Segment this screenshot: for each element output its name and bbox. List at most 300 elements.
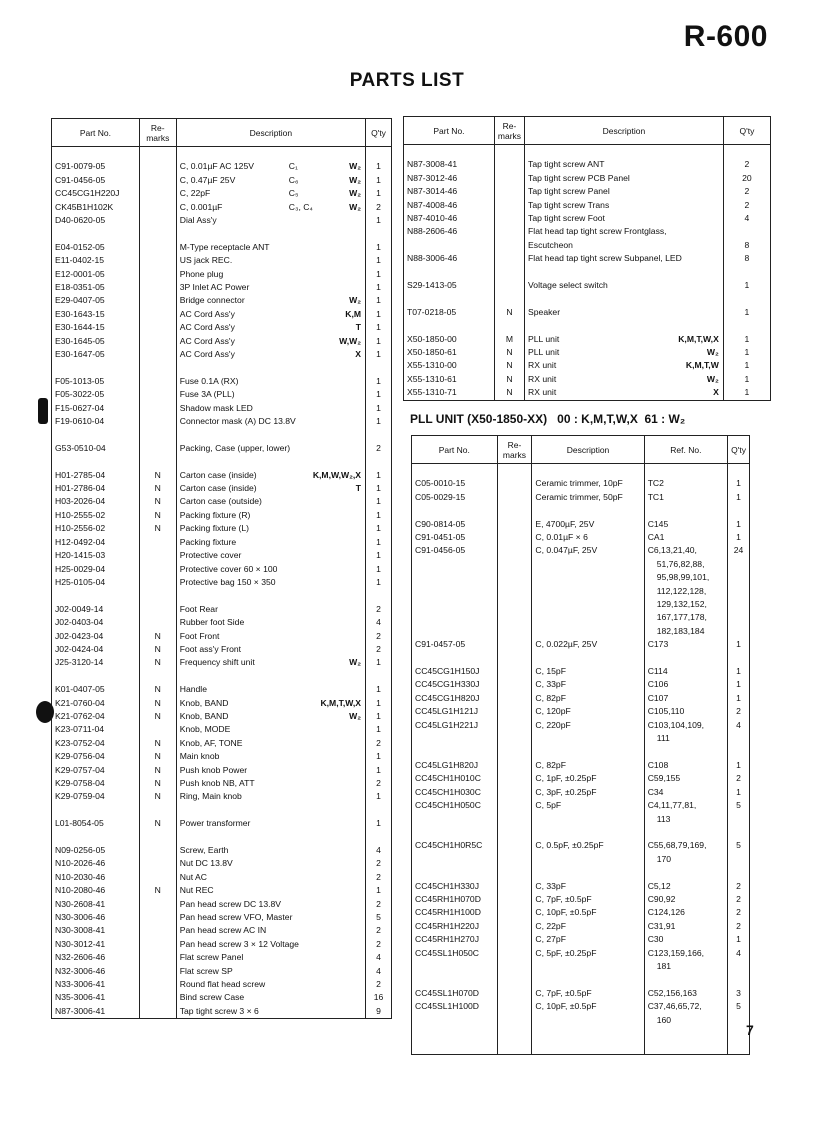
- part-number: [412, 585, 498, 598]
- description: C, 0.001µF: [179, 201, 223, 212]
- description: Tap tight screw Panel: [528, 186, 610, 197]
- part-number: J02-0424-04: [52, 643, 140, 656]
- remarks: [139, 951, 176, 964]
- description: C, 220pF: [532, 719, 644, 732]
- remarks: [497, 665, 532, 678]
- description-cell: [176, 241, 365, 254]
- table-row: [52, 911, 392, 924]
- remarks: [497, 933, 532, 946]
- description-cell: [176, 844, 365, 857]
- quantity: 1: [723, 373, 770, 386]
- spacer-cell: [176, 804, 365, 817]
- part-number: CC45RH1H100D: [412, 906, 498, 919]
- remarks: [139, 616, 176, 629]
- description-cell: [176, 522, 365, 535]
- description-cell: [525, 386, 724, 400]
- description: Fuse 3A (PLL): [179, 389, 235, 400]
- quantity: 9: [366, 1005, 392, 1019]
- description: Nut REC: [179, 885, 214, 896]
- description: Foot Front: [179, 630, 220, 641]
- description: [532, 732, 644, 745]
- destination: W₂: [349, 201, 362, 212]
- quantity: 1: [366, 750, 392, 763]
- remarks: [494, 172, 524, 185]
- remarks: [497, 719, 532, 732]
- description: Carton case (inside): [179, 469, 257, 480]
- spacer-cell: [52, 361, 140, 374]
- description: Main knob: [179, 751, 220, 762]
- remarks: N: [139, 509, 176, 522]
- description: Push knob NB, ATT: [179, 777, 255, 788]
- spacer-row: [404, 292, 771, 305]
- description: C, 10pF, ±0.5pF: [532, 906, 644, 919]
- remarks: [497, 799, 532, 812]
- description: Protective cover 60 × 100: [179, 563, 278, 574]
- part-number: G53-0510-04: [52, 442, 140, 455]
- remarks: N: [494, 386, 524, 400]
- spacer-cell: [497, 826, 532, 839]
- header-part-no: Part No.: [52, 119, 140, 147]
- description: [532, 598, 644, 611]
- reference-number: C105,110: [644, 705, 727, 718]
- quantity: 2: [728, 772, 750, 785]
- part-number: E18-0351-05: [52, 281, 140, 294]
- reference-number: 181: [644, 960, 727, 973]
- table-row: [52, 201, 392, 214]
- description: [532, 625, 644, 638]
- part-number: F19-0610-04: [52, 415, 140, 428]
- remarks: [497, 1000, 532, 1013]
- description: [532, 558, 644, 571]
- header-part-no: Part No.: [412, 436, 498, 464]
- part-number: K21-0760-04: [52, 697, 140, 710]
- description: Round flat head screw: [179, 979, 266, 990]
- component-code: C₁: [288, 161, 298, 172]
- description: Ring, Main knob: [179, 791, 242, 802]
- table-row: [412, 906, 750, 919]
- description-cell: [176, 201, 365, 214]
- destination: W₂: [706, 373, 719, 384]
- table-row: [404, 279, 771, 292]
- spacer-row: [52, 361, 392, 374]
- part-number: E11-0402-15: [52, 254, 140, 267]
- remarks: [497, 558, 532, 571]
- description: Flat head tap tight screw Subpanel, LED: [528, 253, 682, 264]
- remarks: [497, 611, 532, 624]
- part-number: CC45LG1H121J: [412, 705, 498, 718]
- quantity: 2: [723, 158, 770, 171]
- part-number: H25-0105-04: [52, 576, 140, 589]
- table-row: [52, 415, 392, 428]
- part-number: N30-3008-41: [52, 924, 140, 937]
- spacer-cell: [139, 804, 176, 817]
- reference-number: 51,76,82,88,: [644, 558, 727, 571]
- spacer-cell: [644, 504, 727, 517]
- table-row: [52, 991, 392, 1004]
- description-cell: [525, 239, 724, 252]
- quantity: 1: [366, 790, 392, 803]
- spacer-cell: [412, 973, 498, 986]
- table-row: [52, 335, 392, 348]
- destination: W₂: [706, 347, 719, 358]
- part-number: [412, 571, 498, 584]
- part-number: [412, 960, 498, 973]
- quantity: 2: [366, 630, 392, 643]
- description-cell: [176, 268, 365, 281]
- part-number: C91-0456-05: [412, 544, 498, 557]
- description: Knob, BAND: [179, 697, 229, 708]
- quantity: 1: [728, 933, 750, 946]
- spacer-row: [412, 1027, 750, 1040]
- reference-number: C6,13,21,40,: [644, 544, 727, 557]
- table-row: [52, 951, 392, 964]
- reference-number: C103,104,109,: [644, 719, 727, 732]
- spacer-cell: [494, 266, 524, 279]
- quantity: 1: [366, 710, 392, 723]
- description: C, 82pF: [532, 692, 644, 705]
- description: AC Cord Ass'y: [179, 335, 235, 346]
- spacer-cell: [494, 292, 524, 305]
- spacer-cell: [52, 147, 140, 161]
- header-qty: Q'ty: [728, 436, 750, 464]
- table-row: [412, 491, 750, 504]
- remarks: N: [139, 764, 176, 777]
- remarks: [139, 924, 176, 937]
- spacer-cell: [412, 504, 498, 517]
- remarks: [497, 893, 532, 906]
- spacer-cell: [525, 319, 724, 332]
- spacer-row: [52, 804, 392, 817]
- quantity: 1: [366, 522, 392, 535]
- quantity: 2: [366, 978, 392, 991]
- remarks: [497, 1014, 532, 1027]
- model-number: R-600: [683, 20, 768, 53]
- description: C, 0.01µF × 6: [532, 531, 644, 544]
- remarks: [494, 158, 524, 171]
- quantity: 1: [728, 678, 750, 691]
- destination: W₂: [349, 295, 362, 306]
- description: C, 15pF: [532, 665, 644, 678]
- remarks: [494, 199, 524, 212]
- table-row: [404, 333, 771, 346]
- quantity: 2: [366, 924, 392, 937]
- spacer-row: [412, 745, 750, 758]
- table-row: [52, 723, 392, 736]
- quantity: 2: [723, 199, 770, 212]
- spacer-row: [412, 1040, 750, 1054]
- part-number: X55-1310-71: [404, 386, 495, 400]
- description: [532, 813, 644, 826]
- spacer-row: [404, 266, 771, 279]
- description-cell: [176, 683, 365, 696]
- part-number: K01-0407-05: [52, 683, 140, 696]
- part-number: CC45CG1H220J: [52, 187, 140, 200]
- spacer-cell: [728, 504, 750, 517]
- spacer-row: [52, 147, 392, 161]
- reference-number: 113: [644, 813, 727, 826]
- remarks: [139, 214, 176, 227]
- spacer-cell: [532, 826, 644, 839]
- table-row: [412, 705, 750, 718]
- spacer-cell: [532, 1027, 644, 1040]
- description-cell: [176, 898, 365, 911]
- table-row: [52, 294, 392, 307]
- quantity: 1: [366, 214, 392, 227]
- table-row: [404, 252, 771, 265]
- table-row: [412, 598, 750, 611]
- table-row: [52, 495, 392, 508]
- table-row: [52, 603, 392, 616]
- part-number: C05-0010-15: [412, 477, 498, 490]
- part-number: N88-3006-46: [404, 252, 495, 265]
- spacer-cell: [404, 292, 495, 305]
- quantity: 1: [723, 386, 770, 400]
- header-remarks: Re- marks: [494, 117, 524, 145]
- quantity: 1: [366, 348, 392, 361]
- reference-number: 182,183,184: [644, 625, 727, 638]
- part-number: CC45SL1H050C: [412, 947, 498, 960]
- table-row: [52, 764, 392, 777]
- spacer-cell: [723, 292, 770, 305]
- part-number: C90-0814-05: [412, 518, 498, 531]
- spacer-cell: [366, 147, 392, 161]
- destination: W₂: [349, 161, 362, 172]
- spacer-cell: [52, 428, 140, 441]
- description: Knob, AF, TONE: [179, 737, 243, 748]
- remarks: N: [139, 630, 176, 643]
- quantity: [728, 571, 750, 584]
- description: US jack REC.: [179, 255, 233, 266]
- description: Power transformer: [179, 818, 251, 829]
- remarks: [139, 187, 176, 200]
- reference-number: C106: [644, 678, 727, 691]
- table-row: [52, 924, 392, 937]
- table-row: [52, 643, 392, 656]
- description: Handle: [179, 684, 207, 695]
- table-row: [52, 871, 392, 884]
- part-number: K29-0759-04: [52, 790, 140, 803]
- remarks: [139, 871, 176, 884]
- description-cell: [176, 495, 365, 508]
- description: Knob, MODE: [179, 724, 231, 735]
- part-number: K29-0756-04: [52, 750, 140, 763]
- remarks: [139, 991, 176, 1004]
- description: Push knob Power: [179, 764, 248, 775]
- remarks: [139, 576, 176, 589]
- quantity: 2: [366, 201, 392, 214]
- description: Voltage select switch: [528, 280, 608, 291]
- description: C, 5pF: [532, 799, 644, 812]
- quantity: 1: [366, 174, 392, 187]
- part-number: CC45RH1H270J: [412, 933, 498, 946]
- remarks: [494, 239, 524, 252]
- spacer-cell: [176, 589, 365, 602]
- quantity: 1: [728, 477, 750, 490]
- component-code: C₆: [288, 174, 299, 185]
- spacer-cell: [525, 266, 724, 279]
- quantity: 1: [366, 321, 392, 334]
- spacer-cell: [728, 464, 750, 478]
- description: Phone plug: [179, 268, 224, 279]
- spacer-row: [404, 145, 771, 159]
- table-row: [52, 844, 392, 857]
- reference-number: 160: [644, 1014, 727, 1027]
- description-cell: [176, 978, 365, 991]
- table-row: [404, 212, 771, 225]
- quantity: [728, 558, 750, 571]
- table-row: [52, 710, 392, 723]
- spacer-cell: [497, 1027, 532, 1040]
- reference-number: 95,98,99,101,: [644, 571, 727, 584]
- part-number: H10-2556-02: [52, 522, 140, 535]
- spacer-cell: [532, 745, 644, 758]
- part-number: C91-0456-05: [52, 174, 140, 187]
- quantity: [728, 611, 750, 624]
- quantity: 2: [366, 777, 392, 790]
- header-qty: Q'ty: [366, 119, 392, 147]
- remarks: N: [139, 482, 176, 495]
- table-row: [52, 388, 392, 401]
- spacer-row: [52, 455, 392, 468]
- table-row: [404, 239, 771, 252]
- part-number: N87-3014-46: [404, 185, 495, 198]
- description: 3P Inlet AC Power: [179, 282, 250, 293]
- remarks: [139, 402, 176, 415]
- remarks: [497, 732, 532, 745]
- description: Bridge connector: [179, 295, 245, 306]
- quantity: 2: [366, 737, 392, 750]
- description-cell: [176, 630, 365, 643]
- spacer-cell: [139, 227, 176, 240]
- part-number: J02-0423-04: [52, 630, 140, 643]
- remarks: N: [494, 359, 524, 372]
- reference-number: 170: [644, 853, 727, 866]
- description-cell: [176, 911, 365, 924]
- part-number: [412, 732, 498, 745]
- reference-number: C108: [644, 759, 727, 772]
- description-cell: [176, 938, 365, 951]
- description-cell: [525, 158, 724, 171]
- description: [532, 1014, 644, 1027]
- remarks: [139, 415, 176, 428]
- remarks: [494, 225, 524, 238]
- table-row: [404, 306, 771, 319]
- description-cell: [176, 549, 365, 562]
- description: Packing fixture: [179, 536, 237, 547]
- spacer-cell: [532, 652, 644, 665]
- spacer-cell: [525, 145, 724, 159]
- spacer-cell: [497, 504, 532, 517]
- spacer-cell: [532, 464, 644, 478]
- part-number: H03-2026-04: [52, 495, 140, 508]
- spacer-cell: [366, 361, 392, 374]
- spacer-cell: [412, 652, 498, 665]
- part-number: E30-1643-15: [52, 308, 140, 321]
- spacer-cell: [728, 745, 750, 758]
- spacer-cell: [532, 866, 644, 879]
- spacer-cell: [497, 464, 532, 478]
- remarks: [139, 603, 176, 616]
- description: Pan head screw DC 13.8V: [179, 898, 282, 909]
- table-row: [52, 268, 392, 281]
- component-code: C₅: [288, 188, 299, 199]
- description: Pan head screw AC IN: [179, 925, 267, 936]
- table-row: [412, 719, 750, 732]
- description-cell: [176, 723, 365, 736]
- table-row: [52, 375, 392, 388]
- header-description: Description: [532, 436, 644, 464]
- remarks: N: [139, 697, 176, 710]
- remarks: [497, 585, 532, 598]
- description-cell: [176, 616, 365, 629]
- description-cell: [176, 965, 365, 978]
- part-number: E30-1644-15: [52, 321, 140, 334]
- description: [532, 960, 644, 973]
- quantity: 1: [366, 549, 392, 562]
- table-row: [52, 697, 392, 710]
- quantity: 1: [366, 294, 392, 307]
- spacer-cell: [728, 826, 750, 839]
- spacer-cell: [176, 147, 365, 161]
- reference-number: C114: [644, 665, 727, 678]
- destination: K,M,T,W,X: [678, 333, 719, 344]
- table-row: [52, 978, 392, 991]
- part-number: C05-0029-15: [412, 491, 498, 504]
- quantity: 2: [366, 442, 392, 455]
- description-cell: [176, 536, 365, 549]
- quantity: [728, 585, 750, 598]
- remarks: [139, 978, 176, 991]
- part-number: [412, 853, 498, 866]
- table-row: [412, 665, 750, 678]
- remarks: [139, 549, 176, 562]
- part-number: C91-0451-05: [412, 531, 498, 544]
- description: Flat screw SP: [179, 965, 233, 976]
- table-row: [404, 373, 771, 386]
- remarks: N: [494, 306, 524, 319]
- part-number: N32-2606-46: [52, 951, 140, 964]
- description-cell: [525, 333, 724, 346]
- spacer-cell: [366, 589, 392, 602]
- description-cell: [176, 576, 365, 589]
- part-number: CC45CG1H330J: [412, 678, 498, 691]
- part-number: N30-2608-41: [52, 898, 140, 911]
- reference-number: C37,46,65,72,: [644, 1000, 727, 1013]
- remarks: [139, 375, 176, 388]
- table-row: [412, 531, 750, 544]
- reference-number: C123,159,166,: [644, 947, 727, 960]
- quantity: 1: [366, 656, 392, 669]
- reference-number: C107: [644, 692, 727, 705]
- description-cell: [176, 884, 365, 897]
- spacer-cell: [139, 455, 176, 468]
- part-number: N09-0256-05: [52, 844, 140, 857]
- remarks: [497, 531, 532, 544]
- spacer-cell: [723, 145, 770, 159]
- quantity: 1: [728, 665, 750, 678]
- description: AC Cord Ass'y: [179, 322, 235, 333]
- description-cell: [176, 281, 365, 294]
- part-number: [412, 813, 498, 826]
- description-cell: [176, 187, 365, 200]
- table-row: [404, 346, 771, 359]
- table-row: [52, 348, 392, 361]
- part-number: C91-0079-05: [52, 160, 140, 173]
- spacer-cell: [728, 652, 750, 665]
- table-row: [412, 987, 750, 1000]
- spacer-cell: [644, 1040, 727, 1054]
- part-number: N88-2606-46: [404, 225, 495, 238]
